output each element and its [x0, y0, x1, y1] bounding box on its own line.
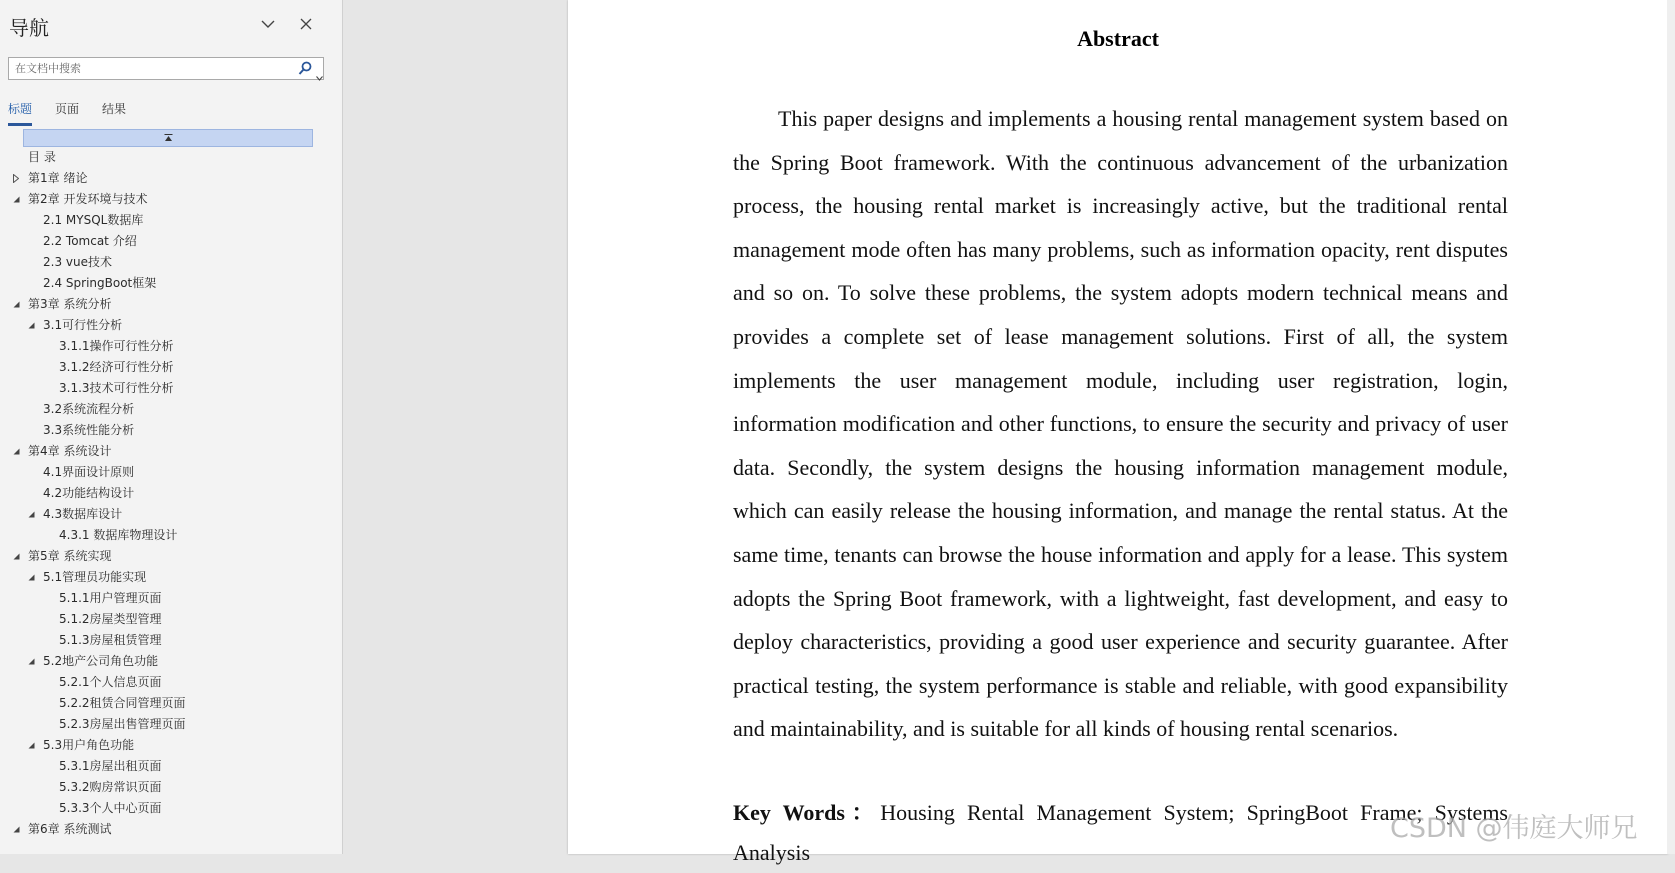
- toc-item[interactable]: [0, 294, 343, 315]
- toc-item-label: 5.2.3房屋出售管理页面: [59, 717, 186, 731]
- abstract-title: Abstract: [1077, 26, 1159, 51]
- toc-item[interactable]: [0, 714, 343, 735]
- search-options-caret-icon[interactable]: [316, 66, 323, 85]
- expanded-triangle-icon[interactable]: [10, 819, 22, 840]
- expanded-triangle-icon[interactable]: [25, 504, 37, 525]
- toc-item-label: 第4章 系统设计: [28, 444, 112, 458]
- watermark: CSDN @伟庭大师兄: [1390, 813, 1638, 844]
- expanded-triangle-icon[interactable]: [25, 735, 37, 756]
- toc-item-label: 5.3.2购房常识页面: [59, 780, 162, 794]
- toc-item[interactable]: [0, 378, 343, 399]
- collapsed-triangle-icon[interactable]: [10, 168, 22, 189]
- tab-pages[interactable]: 页面: [55, 102, 80, 116]
- toc-item[interactable]: [0, 252, 343, 273]
- toc-item[interactable]: [0, 735, 343, 756]
- nav-close-button[interactable]: [294, 12, 318, 36]
- toc-item-label: 2.2 Tomcat 介绍: [43, 234, 137, 248]
- document-area: [343, 0, 1675, 865]
- nav-options-button[interactable]: [256, 12, 280, 36]
- toc-item-label: 3.2系统流程分析: [43, 402, 135, 416]
- toc-item-label: 2.1 MYSQL数据库: [43, 213, 144, 227]
- expanded-triangle-icon[interactable]: [25, 651, 37, 672]
- keywords-text: Housing Rental Management System; SpringBoot Frame; Systems Analysis: [733, 800, 1508, 865]
- toc-item-label: 5.1.3房屋租赁管理: [59, 633, 162, 647]
- toc-item[interactable]: [0, 672, 343, 693]
- collapse-all-bar[interactable]: [23, 129, 313, 147]
- tab-results[interactable]: 结果: [102, 102, 127, 116]
- expanded-triangle-icon[interactable]: [10, 546, 22, 567]
- expanded-triangle-icon[interactable]: [10, 189, 22, 210]
- toc-item[interactable]: [0, 693, 343, 714]
- close-icon: [300, 18, 312, 30]
- toc-item[interactable]: [0, 147, 343, 168]
- toc-item[interactable]: [0, 609, 343, 630]
- expanded-triangle-icon[interactable]: [10, 294, 22, 315]
- toc-item[interactable]: [0, 420, 343, 441]
- toc-item[interactable]: [0, 336, 343, 357]
- toc-item[interactable]: [0, 756, 343, 777]
- toc-item[interactable]: [0, 168, 343, 189]
- toc-item-label: 5.1.1用户管理页面: [59, 591, 162, 605]
- toc-item-label: 4.2功能结构设计: [43, 486, 135, 500]
- toc-item-label: 2.3 vue技术: [43, 255, 112, 269]
- toc-item-label: 2.4 SpringBoot框架: [43, 276, 157, 290]
- toc-item[interactable]: [0, 315, 343, 336]
- toc-item-label: 第2章 开发环境与技术: [28, 192, 148, 206]
- navigation-pane: [0, 0, 343, 854]
- toc-item-label: 5.2地产公司角色功能: [43, 654, 159, 668]
- toc-item[interactable]: [0, 546, 343, 567]
- search-icon[interactable]: [298, 61, 312, 80]
- chevron-down-icon: [261, 20, 275, 29]
- toc-item-label: 3.1可行性分析: [43, 318, 123, 332]
- toc-item[interactable]: [0, 399, 343, 420]
- expanded-triangle-icon[interactable]: [10, 441, 22, 462]
- toc-item[interactable]: [0, 231, 343, 252]
- toc-item[interactable]: [0, 588, 343, 609]
- toc-item-label: 4.3数据库设计: [43, 507, 123, 521]
- toc-item[interactable]: [0, 483, 343, 504]
- document-scrollbar[interactable]: [1667, 0, 1675, 854]
- document-page[interactable]: [568, 0, 1668, 865]
- toc-item-label: 5.1管理员功能实现: [43, 570, 147, 584]
- toc-tree: [0, 147, 343, 840]
- toc-item[interactable]: [0, 777, 343, 798]
- expanded-triangle-icon[interactable]: [25, 567, 37, 588]
- keywords-label: Key Words：: [733, 800, 881, 825]
- toc-item-label: 第5章 系统实现: [28, 549, 112, 563]
- toc-item-label: 3.3系统性能分析: [43, 423, 135, 437]
- toc-item[interactable]: [0, 651, 343, 672]
- toc-item[interactable]: [0, 504, 343, 525]
- tab-headings[interactable]: 标题: [8, 100, 32, 126]
- expanded-triangle-icon[interactable]: [25, 315, 37, 336]
- toc-item[interactable]: [0, 525, 343, 546]
- toc-item[interactable]: [0, 210, 343, 231]
- toc-item[interactable]: [0, 798, 343, 819]
- collapse-up-icon: [164, 134, 173, 142]
- toc-item-label: 3.1.1操作可行性分析: [59, 339, 174, 353]
- toc-item-label: 目 录: [28, 150, 56, 164]
- toc-item[interactable]: [0, 189, 343, 210]
- toc-item-label: 3.1.3技术可行性分析: [59, 381, 174, 395]
- toc-item-label: 5.1.2房屋类型管理: [59, 612, 162, 626]
- search-input[interactable]: [9, 58, 295, 79]
- toc-item[interactable]: [0, 462, 343, 483]
- toc-item-label: 5.3.1房屋出租页面: [59, 759, 162, 773]
- toc-item-label: 5.2.1个人信息页面: [59, 675, 162, 689]
- toc-item-label: 3.1.2经济可行性分析: [59, 360, 174, 374]
- toc-item-label: 5.3.3个人中心页面: [59, 801, 162, 815]
- toc-item-label: 4.3.1 数据库物理设计: [59, 528, 178, 542]
- toc-item[interactable]: [0, 273, 343, 294]
- toc-item[interactable]: [0, 819, 343, 840]
- toc-item-label: 5.2.2租赁合同管理页面: [59, 696, 186, 710]
- toc-item-label: 第1章 绪论: [28, 171, 88, 185]
- search-box: [8, 57, 324, 80]
- toc-item-label: 第3章 系统分析: [28, 297, 112, 311]
- toc-item-label: 第6章 系统测试: [28, 822, 112, 836]
- nav-title: 导航: [9, 16, 49, 40]
- toc-item-label: 4.1界面设计原则: [43, 465, 135, 479]
- toc-item[interactable]: [0, 630, 343, 651]
- toc-item-label: 5.3用户角色功能: [43, 738, 135, 752]
- abstract-body: This paper designs and implements a housing rental management system based on the Spring Boot framework. With the continuous advancement of the urbanization process, the housing rental market is increasingly active, but the traditional rental management mode often has many problems, such as information opacity, rent disputes and so on. To solve these problems, the system adopts modern technical means and provides a complete set of lease management solutions. First of all, the system implements the user management module, including user registration, login, information modification and other functions, to ensure the security and privacy of user data. Secondly, the system designs the housing information management module, which can easily release the housing information, and manage the rental status. At the same time, tenants can browse the house information and apply for a lease. This system adopts the Spring Boot framework, with a lightweight, fast development, and easy to deploy characteristics, providing a good user experience and security guarantee. After practical testing, the system performance is stable and reliable, with good expansibility and maintainability, and is suitable for all kinds of housing rental scenarios.: [733, 106, 1508, 742]
- toc-item[interactable]: [0, 441, 343, 462]
- toc-item[interactable]: [0, 567, 343, 588]
- toc-item[interactable]: [0, 357, 343, 378]
